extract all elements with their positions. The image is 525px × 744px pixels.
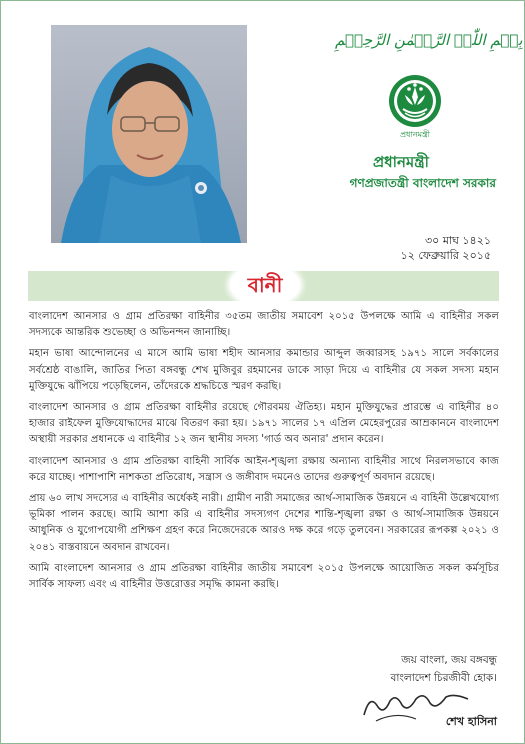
paragraph: বাংলাদেশ আনসার ও গ্রাম প্রতিরক্ষা বাহিনীর ৩৫তম জাতীয় সমাবেশ ২০১৫ উপলক্ষে আমি এ বাহিনীর সকল সদস্যকে আন্তরিক শুভেচ্ছা ও অভিনন্দন জানাচ্ছি। [29, 311, 499, 339]
emblem-caption: প্রধানমন্ত্রী [400, 130, 430, 139]
emblem-seal-icon [385, 73, 445, 141]
basmala-calligraphy: بِسۡمِ اللّٰہِ الرَّحۡمٰنِ الرَّحِیۡمِ [335, 31, 523, 49]
closing-line: বাংলাদেশ চিরজীবী হোক। [390, 672, 497, 684]
message-heading: বানী [247, 273, 283, 297]
portrait-image [51, 25, 247, 243]
office-subtitle: গণপ্রজাতন্ত্রী বাংলাদেশ সরকার [349, 176, 496, 190]
paragraph: মহান ভাষা আন্দোলনের এ মাসে আমি ভাষা শহীদ আনসার কমান্ডার আব্দুল জব্বারসহ ১৯৭১ সালে সর্বকালের সর্বশ্রেষ্ঠ বাঙালি, জাতির পিতা বঙ্গবন্ধু শেখ মুজিবুর রহমানের ডাকে সাড়া দিয়ে এ বাহিনীর যে সকল সদস্য মহান মুক্তিযুদ্ধে ঝাঁপিয়ে পড়েছিলেন, তাঁদেরকে শ্রদ্ধচিত্তে স্মরণ করছি। [29, 348, 499, 392]
message-body [29, 309, 499, 598]
bangla-date: ৩০ মাঘ ১৪২১ [425, 234, 491, 247]
signer-name: শেখ হাসিনা [445, 715, 497, 728]
paragraph: বাংলাদেশ আনসার ও গ্রাম প্রতিরক্ষা বাহিনী সার্বিক আইন-শৃঙ্খলা রক্ষায় অন্যান্য বাহিনীর সাথে নিরলসভাবে কাজ করে যাচ্ছে। পাশাপাশি নাশকতা প্রতিরোধ, সন্ত্রাস ও জঙ্গীবাদ দমনেও তাদের গুরুত্বপূর্ণ অবদান রয়েছে। [29, 455, 499, 483]
closing-block [301, 651, 497, 687]
date-block [331, 233, 491, 263]
paragraph: বাংলাদেশ আনসার ও গ্রাম প্রতিরক্ষা বাহিনীর রয়েছে গৌরবময় ঐতিহ্য। মহান মুক্তিযুদ্ধের প্রারম্ভে এ বাহিনীর ৪০ হাজার রাইফেল মুক্তিযোদ্ধাদের মাঝে বিতরণ করা হয়। ১৯৭১ সালের ১৭ এপ্রিল মেহেরপুরের আম্রকাননে বাংলাদেশ অস্থায়ী সরকার প্রধানকে এ বাহিনীর ১২ জন স্থানীয় সদস্য 'গার্ড অব অনার' প্রদান করেন। [29, 402, 499, 446]
paragraph: প্রায় ৬০ লাখ সদস্যের এ বাহিনীর অর্ধেকই নারী। গ্রামীণ নারী সমাজের আর্থ-সামাজিক উন্নয়নে এ বাহিনী উল্লেখযোগ্য ভূমিকা পালন করছে। আমি আশা করি এ বাহিনীর সদস্যগণ দেশের শান্তি-শৃঙ্খলা রক্ষা ও আর্থ-সামাজিক উন্নয়নে আধুনিক ও যুগোপযোগী প্রশিক্ষণ গ্রহণ করে নিজেদেরকে আরও দক্ষ করে গড়ে তুলবেন। সরকারের রূপকল্প ২০২১ ও ২০৪১ বাস্তবায়নে অবদান রাখবেন। [29, 493, 499, 553]
office-title: প্রধানমন্ত্রী [373, 153, 429, 171]
gregorian-date: ১২ ফেব্রুয়ারি ২০১৫ [400, 249, 491, 262]
prime-minister-emblem [385, 73, 445, 141]
closing-line: জয় বাংলা, জয় বঙ্গবন্ধু [401, 654, 497, 666]
paragraph: আমি বাংলাদেশ আনসার ও গ্রাম প্রতিরক্ষা বাহিনীর জাতীয় সমাবেশ ২০১৫ উপলক্ষে আয়োজিত সকল কর্মসূচির সার্বিক সাফল্য এবং এ বাহিনীর উত্তরোত্তর সমৃদ্ধি কামনা করছি। [29, 562, 499, 591]
portrait-photo [51, 25, 247, 243]
